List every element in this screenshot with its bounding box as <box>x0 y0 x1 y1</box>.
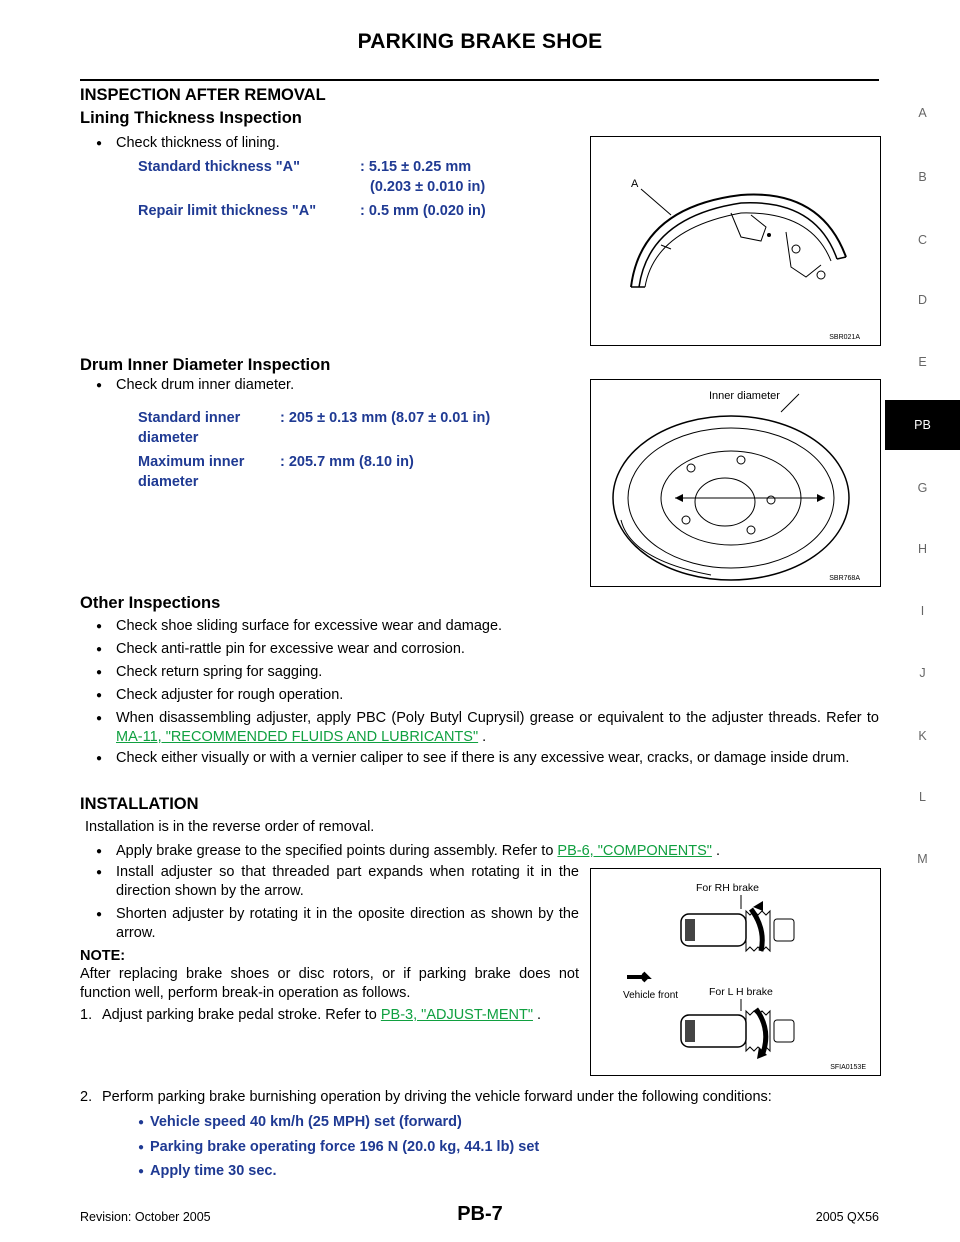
side-tab-c[interactable]: C <box>917 233 928 247</box>
installation-bullet-2-text: Install adjuster so that threaded part expands when rotating it in the direction shown by the arrow. <box>116 864 579 899</box>
drum-illustration <box>591 380 880 586</box>
section-heading-installation: INSTALLATION <box>80 795 199 813</box>
link-pb-3[interactable]: PB-3, "ADJUST-MENT" <box>380 1007 533 1023</box>
condition-3-text: Apply time 30 sec. <box>150 1163 277 1179</box>
figure-brake-shoe <box>590 136 881 346</box>
side-tab-pb[interactable]: PB <box>885 400 960 450</box>
other-item-1 <box>96 617 879 637</box>
bullet-icon: ● <box>138 1117 145 1128</box>
bullet-icon: ● <box>138 1166 145 1177</box>
other-item-5-body: When disassembling adjuster, apply PBC (Poly Butyl Cuprysil) grease or equivalent to the adjuster threads. Refer to <box>116 710 879 726</box>
header-rule <box>80 79 879 81</box>
bullet-icon: ● <box>96 667 103 678</box>
installation-intro: Installation is in the reverse order of removal. <box>85 819 375 835</box>
step-1-number: 1. <box>80 1007 93 1023</box>
other-item-5-text <box>116 709 879 747</box>
adjuster-illustration <box>591 869 880 1075</box>
bullet-icon: ● <box>96 644 103 655</box>
label-inner-diameter: Inner diameter <box>709 390 780 402</box>
brake-shoe-illustration <box>591 137 880 345</box>
section-heading-inspection: INSPECTION AFTER REMOVAL <box>80 86 326 104</box>
step-2-text: Perform parking brake burnishing operation by driving the vehicle forward under the following conditions: <box>102 1089 772 1105</box>
other-item-3 <box>96 663 879 683</box>
label-lh-brake: For L H brake <box>709 986 773 998</box>
step-1-body: Adjust parking brake pedal stroke. Refer to <box>102 1007 377 1023</box>
other-item-text: Check either visually or with a vernier caliper to see if there is any excessive wear, cracks, or damage inside drum. <box>116 750 850 766</box>
side-tab-l[interactable]: L <box>919 790 926 804</box>
step-2-number: 2. <box>80 1089 93 1105</box>
bullet-icon: ● <box>96 867 103 878</box>
figure-code-sbr021a: SBR021A <box>829 334 860 341</box>
side-tab-k[interactable]: K <box>918 729 927 743</box>
footer-page-number: PB-7 <box>457 1203 503 1225</box>
drum-spec2-label-2: diameter <box>138 474 199 490</box>
other-item-2 <box>96 640 879 660</box>
link-ma-11[interactable]: MA-11, "RECOMMENDED FLUIDS AND LUBRICANTS" <box>116 729 479 745</box>
condition-1-text: Vehicle speed 40 km/h (25 MPH) set (forward) <box>150 1114 462 1130</box>
installation-bullet-1-body: Apply brake grease to the specified points during assembly. Refer to <box>116 843 554 859</box>
drum-spec1-value: : 205 ± 0.13 mm (8.07 ± 0.01 in) <box>280 410 491 426</box>
side-tab-e[interactable]: E <box>918 355 927 369</box>
lining-heading: Lining Thickness Inspection <box>80 109 302 127</box>
label-rh-brake: For RH brake <box>696 882 760 894</box>
lining-spec2-label: Repair limit thickness "A" <box>138 203 317 219</box>
side-tab-g[interactable]: G <box>917 481 928 495</box>
other-item-5 <box>96 709 879 749</box>
figure-code-sfia0153e: SFIA0153E <box>830 1064 866 1071</box>
step-1-end: . <box>532 1007 542 1023</box>
other-item-5-end: . <box>478 729 487 745</box>
bullet-icon: ● <box>96 909 103 920</box>
side-tab-a[interactable]: A <box>918 106 927 120</box>
other-item-text: Check adjuster for rough operation. <box>116 687 344 703</box>
side-tab-m[interactable]: M <box>917 852 928 866</box>
drum-spec1-label-1: Standard inner <box>138 410 241 426</box>
installation-bullet-1-end: . <box>711 843 720 859</box>
other-item-4 <box>96 686 879 706</box>
figure-drum <box>590 379 881 587</box>
installation-bullet-1-text <box>116 842 879 861</box>
footer-revision: Revision: October 2005 <box>80 1210 211 1224</box>
bullet-icon: ● <box>96 713 103 724</box>
side-tab-i[interactable]: I <box>920 604 925 618</box>
bullet-icon: ● <box>96 138 103 149</box>
note-text: After replacing brake shoes or disc rotors, or if parking brake does not function well, perform break-in operation as follows. <box>80 966 579 1001</box>
side-tab-b[interactable]: B <box>918 170 927 184</box>
other-item-text: Check shoe sliding surface for excessive wear and damage. <box>116 618 503 634</box>
note-title: NOTE: <box>80 948 126 964</box>
side-tab-d[interactable]: D <box>917 293 928 307</box>
condition-1 <box>138 1113 838 1133</box>
step-1-text <box>102 1006 579 1025</box>
lining-spec1-label: Standard thickness "A" <box>138 159 301 175</box>
drum-spec1-label-2: diameter <box>138 430 199 446</box>
drum-heading: Drum Inner Diameter Inspection <box>80 356 331 374</box>
link-pb-6[interactable]: PB-6, "COMPONENTS" <box>557 843 712 859</box>
installation-bullet-1 <box>96 842 879 862</box>
lining-bullet <box>96 134 576 154</box>
installation-bullet-3 <box>96 905 579 945</box>
drum-spec2-value: : 205.7 mm (8.10 in) <box>280 454 414 470</box>
bullet-icon: ● <box>96 621 103 632</box>
other-item-text: Check anti-rattle pin for excessive wear and corrosion. <box>116 641 465 657</box>
bullet-icon: ● <box>96 846 103 857</box>
condition-3 <box>138 1162 838 1182</box>
bullet-icon: ● <box>96 690 103 701</box>
lining-spec1-value: : 5.15 ± 0.25 mm <box>360 159 472 175</box>
other-heading: Other Inspections <box>80 594 221 612</box>
figure-adjuster <box>590 868 881 1076</box>
drum-bullet <box>96 376 576 396</box>
drum-spec2-label-1: Maximum inner <box>138 454 245 470</box>
bullet-icon: ● <box>138 1142 145 1153</box>
label-a: A <box>631 178 639 190</box>
footer-model: 2005 QX56 <box>815 1210 879 1224</box>
lining-spec2-value: : 0.5 mm (0.020 in) <box>360 203 486 219</box>
condition-2 <box>138 1138 838 1158</box>
installation-bullet-3-text: Shorten adjuster by rotating it in the oposite direction as shown by the arrow. <box>116 906 579 941</box>
label-vehicle-front: Vehicle front <box>623 990 679 1001</box>
figure-code-sbr768a: SBR768A <box>829 575 860 582</box>
other-item-6 <box>96 749 879 789</box>
lining-spec1-value-in: (0.203 ± 0.010 in) <box>370 179 486 195</box>
bullet-icon: ● <box>96 380 103 391</box>
side-tab-h[interactable]: H <box>917 542 928 556</box>
lining-bullet-text: Check thickness of lining. <box>116 135 280 151</box>
other-item-text: Check return spring for sagging. <box>116 664 323 680</box>
side-tab-j[interactable]: J <box>919 666 926 680</box>
installation-bullet-2 <box>96 863 579 903</box>
page-title: PARKING BRAKE SHOE <box>357 30 603 53</box>
drum-bullet-text: Check drum inner diameter. <box>116 377 295 393</box>
bullet-icon: ● <box>96 753 103 764</box>
condition-2-text: Parking brake operating force 196 N (20.0 kg, 44.1 lb) set <box>150 1139 540 1155</box>
